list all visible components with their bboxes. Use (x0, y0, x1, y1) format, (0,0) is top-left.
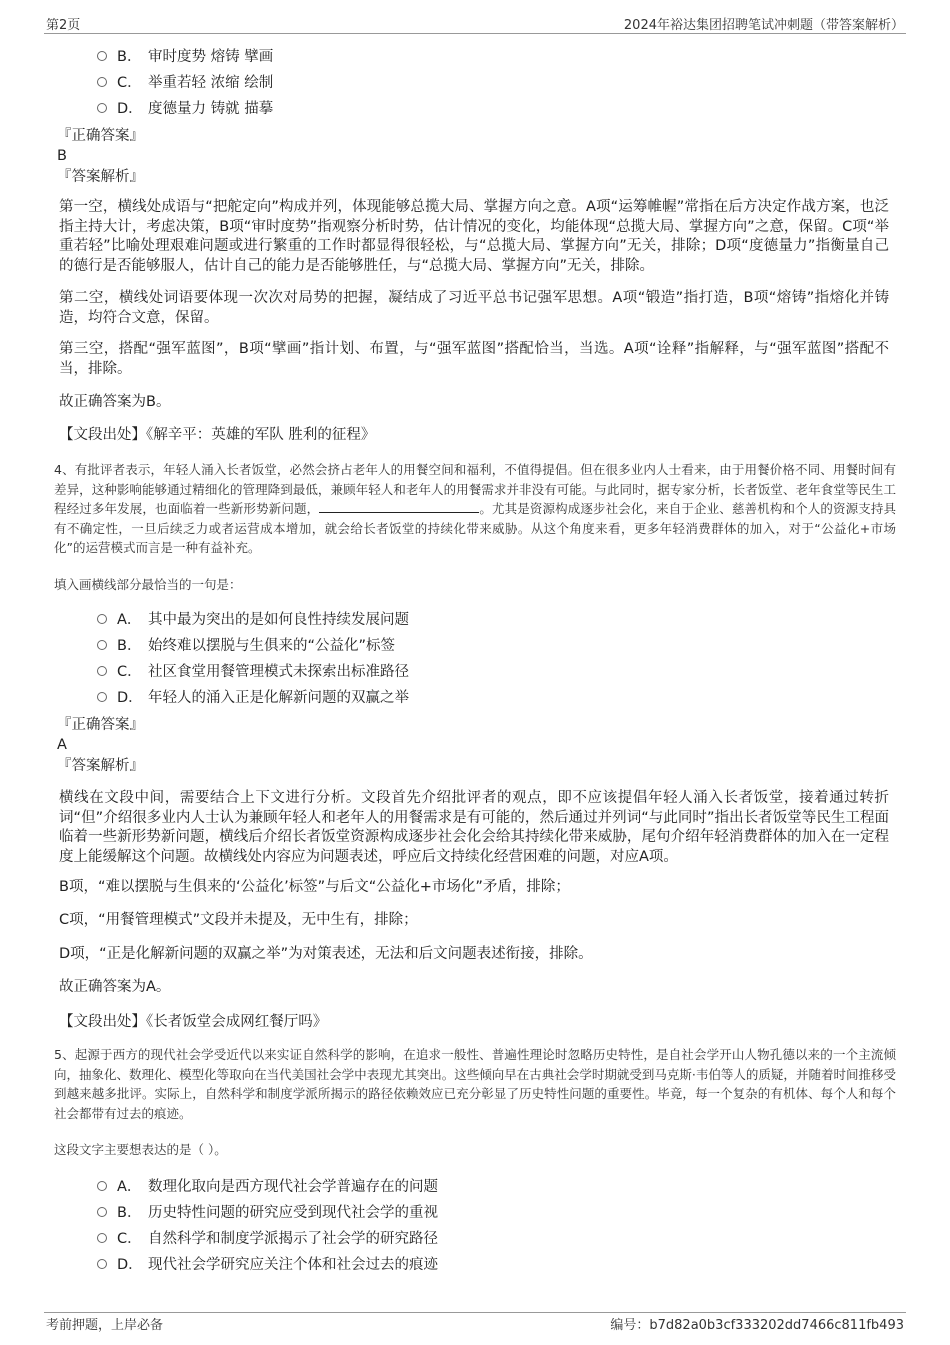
radio-icon[interactable] (97, 1181, 107, 1191)
q4-stem: 4、有批评者表示，年轻人涌入长者饭堂，必然会挤占老年人的用餐空间和福利，不值得提倡。但在很多业内人士看来，由于用餐价格不同、用餐时间有差异，这种影响能够通过精细化的管理降到最低，兼顾年轻人和老年人的用餐需求并非没有可能。与此同时，据专家分析，长者饭堂、老年食堂等民生工程经过多年发展，也面临着一些新形势新问题， 。尤其是资源构成逐步社会化，来自于企业、慈善机构和个人的资源支持具有不确定性，一旦后续乏力或者运营成本增加，就会给长者饭堂的持续化带来威胁。从这个角度来看，更多年轻消费群体的加入，对于“公益化+市场化”的运营模式而言是一种有益补充。 (54, 462, 896, 555)
radio-icon[interactable] (97, 1233, 107, 1243)
q4-option-a[interactable]: A． 其中最为突出的是如何良性持续发展问题 (97, 609, 409, 631)
q4-analysis-p2: B项，“难以摆脱与生俱来的‘公益化’标签”与后文“公益化+市场化”矛盾，排除； (59, 879, 570, 895)
page-number: 第2页 (46, 18, 81, 33)
q3-answer: B (57, 148, 67, 164)
q3-source: 【文段出处】《解辛平：英雄的军队 胜利的征程》 (59, 427, 376, 443)
radio-icon[interactable] (97, 1259, 107, 1269)
radio-icon[interactable] (97, 692, 107, 702)
q3-analysis-p1: 第一空，横线处成语与“把舵定向”构成并列，体现能够总揽大局、掌握方向之意。A项“运筹帷幄”常指在后方决定作战方案，也泛指主持大计，考虑决策，B项“审时度势”指观察分析时势，估计情况的变化，均能体现“总揽大局、掌握方向”之意，保留。C项“举重若轻”比喻处理艰难问题或进行繁重的工作时都显得很轻松，与“总揽大局、掌握方向”无关，排除；D项“度德量力”指衡量自己的德行是否能够服人，估计自己的能力是否能够胜任，与“总揽大局、掌握方向”无关，排除。 (59, 199, 889, 274)
q3-analysis-p2: 第二空，横线处词语要体现一次次对局势的把握，凝结成了习近平总书记强军思想。A项“锻造”指打造，B项“熔铸”指熔化并铸造，均符合文意，保留。 (59, 290, 889, 326)
q4-option-c[interactable]: C． 社区食堂用餐管理模式未探索出标准路径 (97, 661, 409, 683)
q5-option-b[interactable]: B． 历史特性问题的研究应受到现代社会学的重视 (97, 1202, 438, 1224)
q3-analysis-tag: 『答案解析』 (57, 169, 144, 185)
q3-analysis-p4: 故正确答案为B。 (59, 394, 171, 410)
radio-icon[interactable] (97, 103, 107, 113)
q4-option-d[interactable]: D． 年轻人的涌入正是化解新问题的双赢之举 (97, 687, 409, 709)
footer-slogan: 考前押题，上岸必备 (46, 1318, 164, 1333)
radio-icon[interactable] (97, 1207, 107, 1217)
q3-option-c[interactable]: C． 举重若轻 浓缩 绘制 (97, 72, 273, 94)
q4-option-b[interactable]: B． 始终难以摆脱与生俱来的“公益化”标签 (97, 635, 395, 657)
radio-icon[interactable] (97, 640, 107, 650)
q4-analysis-p4: D项，“正是化解新问题的双赢之举”为对策表述，无法和后文问题表述衔接，排除。 (59, 946, 593, 962)
q3-option-b[interactable]: B． 审时度势 熔铸 擘画 (97, 46, 273, 68)
q4-analysis-p1: 横线在文段中间，需要结合上下文进行分析。文段首先介绍批评者的观点，即不应该提倡年轻人涌入长者饭堂，接着通过转折词“但”介绍很多业内人士认为兼顾年轻人和老年人的用餐需求是有可能的，然后通过并列词“与此同时”指出长者饭堂等民生工程面临着一些新形势新问题，横线后介绍长者饭堂资源构成逐步社会化会给其持续化带来威胁，尾句介绍年轻消费群体的加入在一定程度上能缓解这个问题。故横线处内容应为问题表述，呼应后文持续化经营困难的问题，对应A项。 (59, 790, 889, 865)
q5-option-d[interactable]: D． 现代社会学研究应关注个体和社会过去的痕迹 (97, 1254, 438, 1276)
q3-option-d[interactable]: D． 度德量力 铸就 描摹 (97, 98, 273, 120)
q5-option-a[interactable]: A． 数理化取向是西方现代社会学普遍存在的问题 (97, 1176, 438, 1198)
header-divider (44, 33, 906, 34)
q5-option-c[interactable]: C． 自然科学和制度学派揭示了社会学的研究路径 (97, 1228, 438, 1250)
q5-stem: 5、起源于西方的现代社会学受近代以来实证自然科学的影响，在追求一般性、普遍性理论时忽略历史特性，是自社会学开山人物孔德以来的一个主流倾向，抽象化、数理化、模型化等取向在当代美国社会学中表现尤其突出。这些倾向早在古典社会学时期就受到马克斯·韦伯等人的质疑，并随着时间推移受到越来越多批评。实际上，自然科学和制度学派所揭示的路径依赖效应已充分彰显了历史特性问题的重要性。毕竟，每一个复杂的有机体、每个人和每个社会都带有过去的痕迹。 (54, 1047, 896, 1121)
answer-blank (319, 500, 479, 513)
q4-answer: A (57, 737, 67, 753)
radio-icon[interactable] (97, 51, 107, 61)
radio-icon[interactable] (97, 614, 107, 624)
q4-analysis-tag: 『答案解析』 (57, 758, 144, 774)
q4-question: 填入画横线部分最恰当的一句是： (54, 577, 242, 592)
q4-analysis-p5: 故正确答案为A。 (59, 979, 171, 995)
radio-icon[interactable] (97, 666, 107, 676)
q4-answer-tag: 『正确答案』 (57, 717, 144, 733)
document-title: 2024年裕达集团招聘笔试冲刺题（带答案解析） (623, 18, 904, 33)
q3-analysis-p3: 第三空，搭配“强军蓝图”，B项“擘画”指计划、布置，与“强军蓝图”搭配恰当，当选。A项“诠释”指解释，与“强军蓝图”搭配不当，排除。 (59, 341, 889, 377)
q5-question: 这段文字主要想表达的是（ ）。 (54, 1142, 227, 1157)
document-code: 编号：b7d82a0b3cf333202dd7466c811fb493 (610, 1318, 904, 1333)
footer-divider (44, 1312, 906, 1313)
q4-analysis-p3: C项，“用餐管理模式”文段并未提及，无中生有，排除； (59, 912, 418, 928)
radio-icon[interactable] (97, 77, 107, 87)
q4-source: 【文段出处】《长者饭堂会成网红餐厅吗》 (59, 1014, 328, 1030)
q3-answer-tag: 『正确答案』 (57, 128, 144, 144)
